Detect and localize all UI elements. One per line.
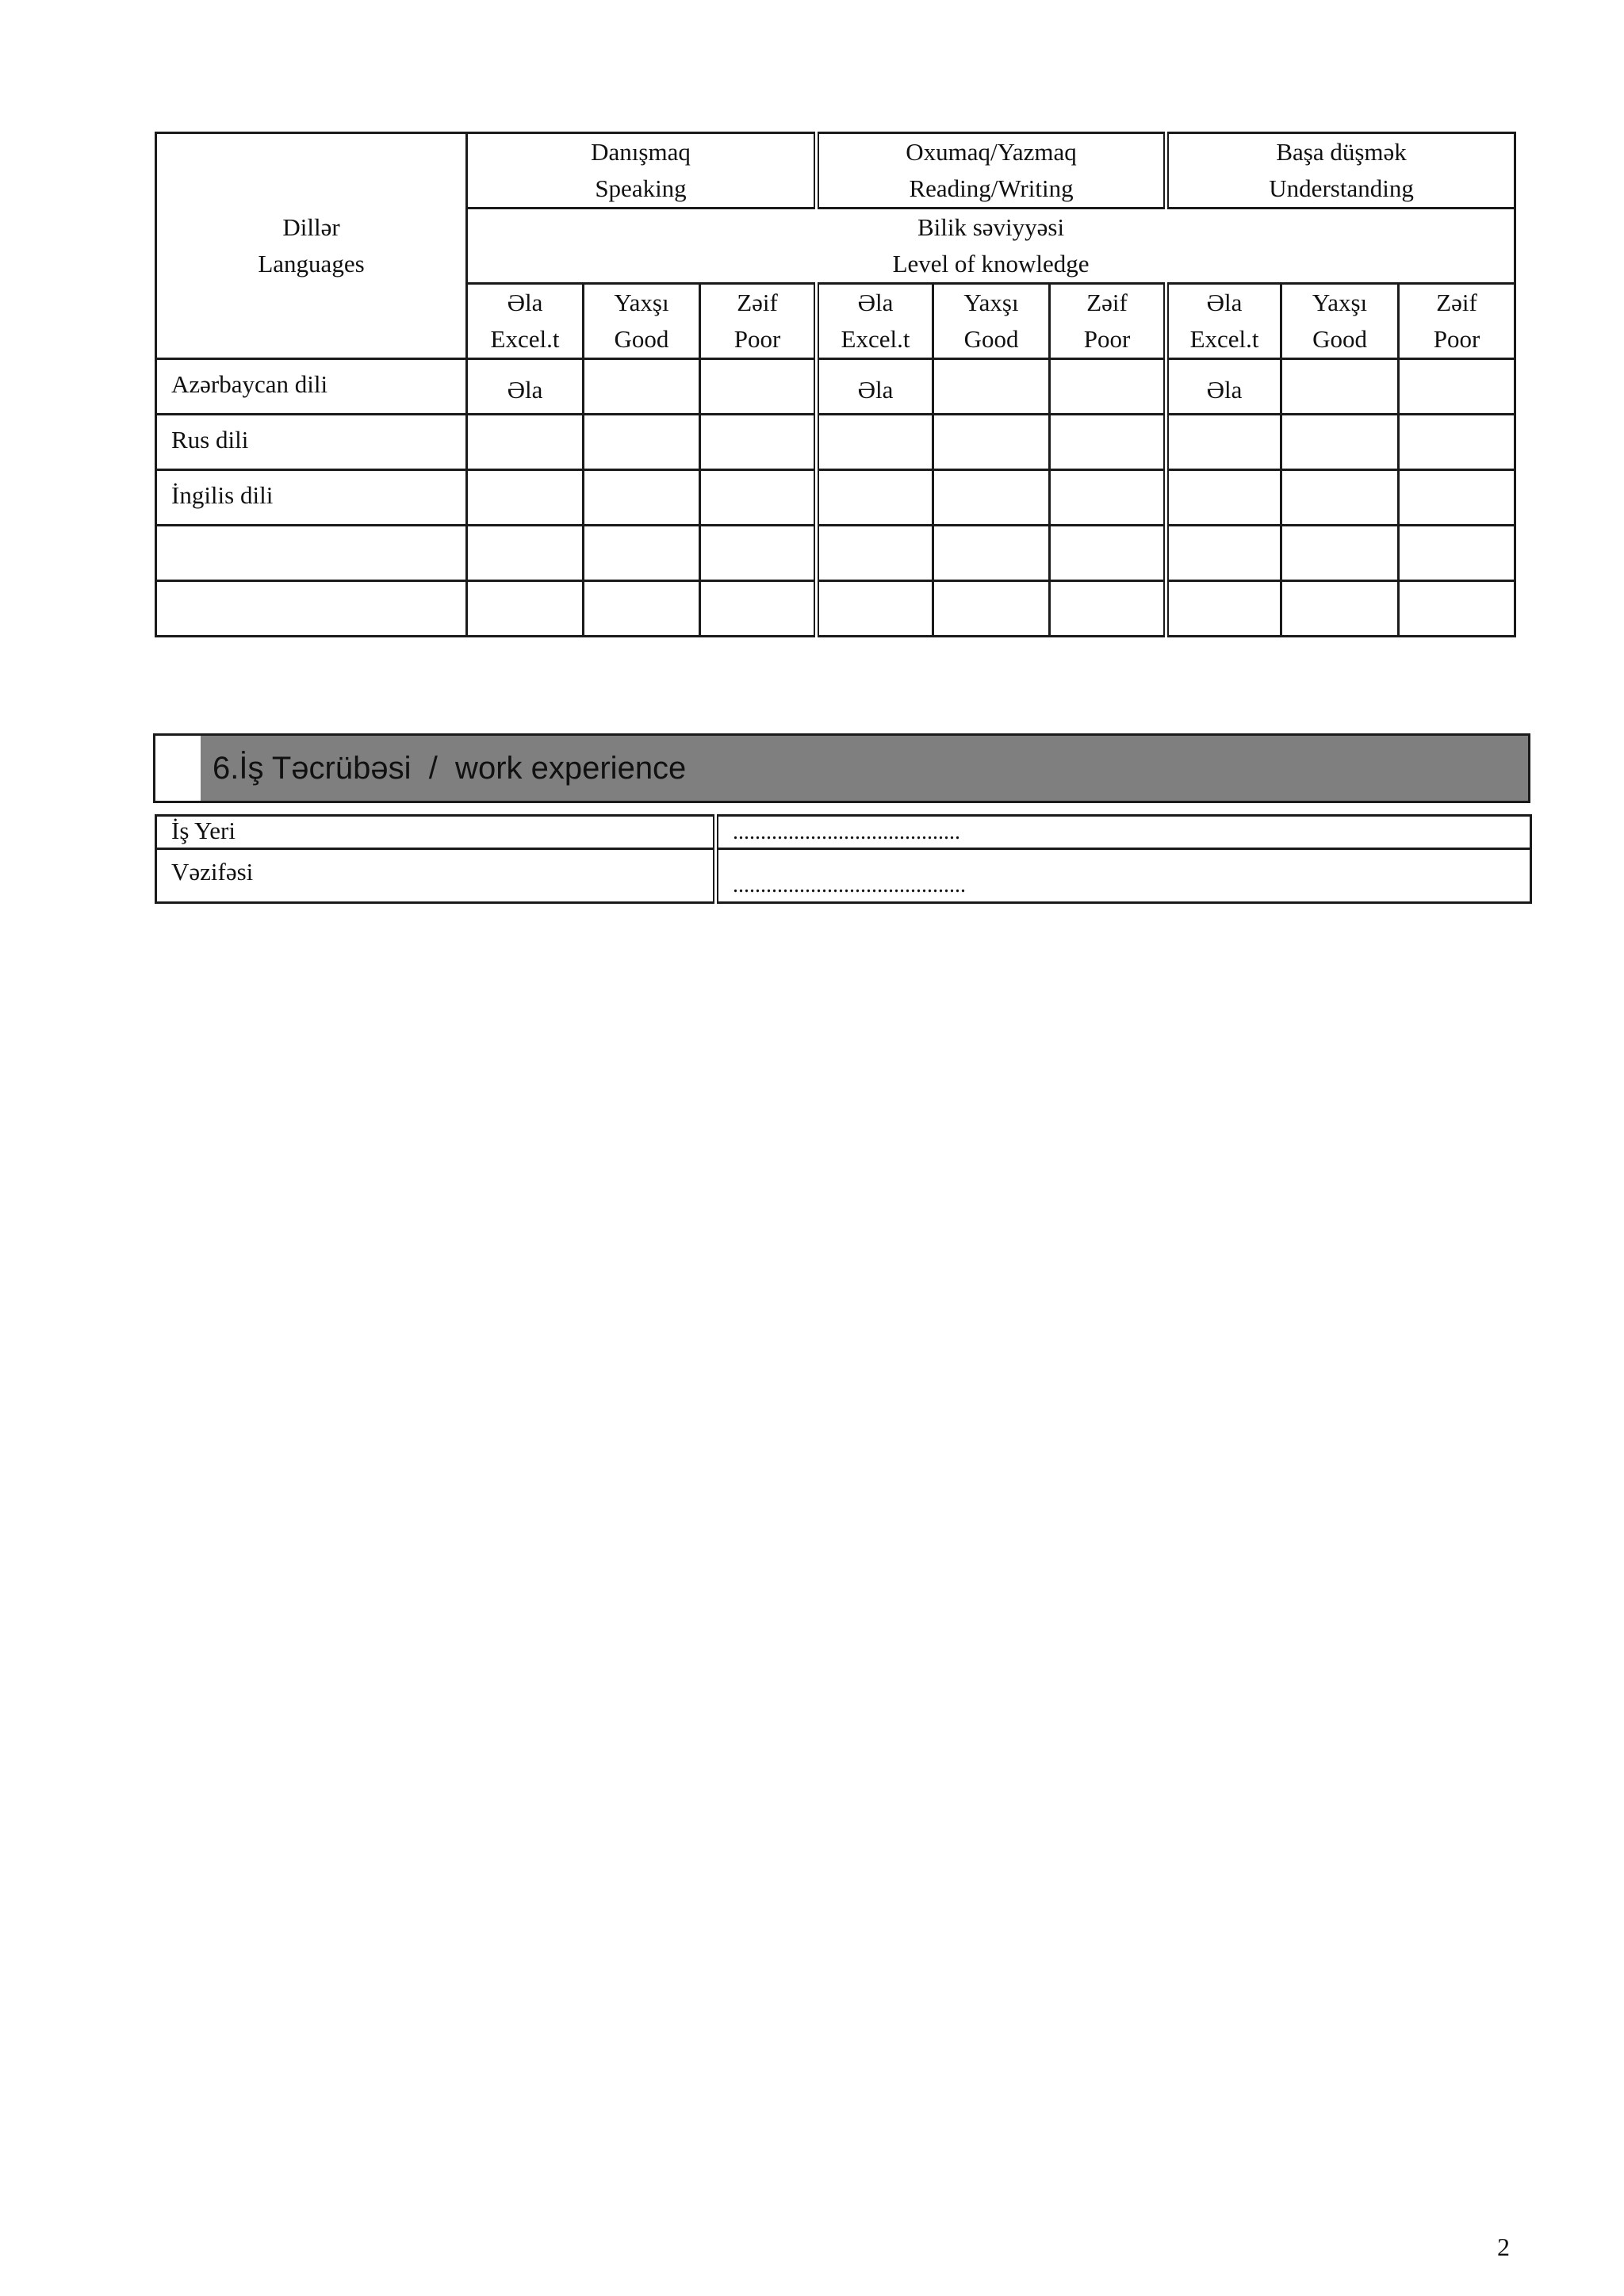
level-good-speaking: Yaxşı Good xyxy=(584,284,700,359)
level-cell[interactable] xyxy=(1281,415,1399,470)
level-cell[interactable] xyxy=(700,470,817,526)
languages-header-az: Dillər xyxy=(282,213,340,241)
speaking-header xyxy=(467,133,817,209)
level-good-reading: Yaxşı Good xyxy=(933,284,1050,359)
workplace-label: İş Yeri xyxy=(156,816,716,849)
level-poor-reading: Zəif Poor xyxy=(1050,284,1166,359)
level-excellent-reading: Əla Excel.t xyxy=(817,284,933,359)
position-label: Vəzifəsi xyxy=(156,849,716,903)
level-good-understanding: Yaxşı Good xyxy=(1281,284,1399,359)
level-cell[interactable] xyxy=(1399,470,1515,526)
position-value[interactable]: .......................................... xyxy=(716,849,1531,903)
workplace-value[interactable]: ......................................... xyxy=(716,816,1531,849)
reading-writing-header-en: Reading/Writing xyxy=(909,174,1074,202)
level-cell[interactable] xyxy=(1050,415,1166,470)
level-cell[interactable] xyxy=(1050,470,1166,526)
level-cell[interactable] xyxy=(1399,581,1515,637)
table-row xyxy=(156,816,1531,849)
level-cell[interactable] xyxy=(817,526,933,581)
level-cell[interactable] xyxy=(1050,526,1166,581)
level-excellent-understanding: Əla Excel.t xyxy=(1166,284,1281,359)
level-cell[interactable] xyxy=(700,581,817,637)
level-cell[interactable] xyxy=(467,415,584,470)
languages-body xyxy=(156,359,1515,637)
language-name: Rus dili xyxy=(156,415,467,470)
level-header-az: Bilik səviyyəsi xyxy=(917,213,1065,241)
level-cell[interactable] xyxy=(467,581,584,637)
understanding-header-en: Understanding xyxy=(1269,174,1414,202)
table-row xyxy=(156,581,1515,637)
table-row xyxy=(156,526,1515,581)
level-cell[interactable] xyxy=(817,581,933,637)
speaking-header-az: Danışmaq xyxy=(591,138,691,166)
language-name xyxy=(156,581,467,637)
table-row xyxy=(156,359,1515,415)
level-cell[interactable] xyxy=(1050,359,1166,415)
level-cell[interactable] xyxy=(1050,581,1166,637)
level-cell[interactable]: Əla xyxy=(817,359,933,415)
level-cell[interactable] xyxy=(1399,526,1515,581)
level-cell[interactable] xyxy=(817,415,933,470)
level-cell[interactable] xyxy=(584,581,700,637)
level-cell[interactable] xyxy=(584,415,700,470)
speaking-header-en: Speaking xyxy=(595,174,687,202)
level-cell[interactable]: Əla xyxy=(1166,359,1281,415)
reading-writing-header xyxy=(817,133,1166,209)
level-of-knowledge-header xyxy=(467,209,1515,284)
level-cell[interactable] xyxy=(1166,581,1281,637)
language-name xyxy=(156,526,467,581)
table-row xyxy=(156,470,1515,526)
level-cell[interactable] xyxy=(584,470,700,526)
languages-header-en: Languages xyxy=(258,250,365,277)
work-experience-section-header xyxy=(153,733,1530,803)
level-cell[interactable] xyxy=(700,415,817,470)
level-cell[interactable] xyxy=(1281,470,1399,526)
level-cell[interactable] xyxy=(1399,359,1515,415)
level-poor-understanding: Zəif Poor xyxy=(1399,284,1515,359)
languages-table xyxy=(155,132,1516,637)
level-cell[interactable] xyxy=(1166,526,1281,581)
level-cell[interactable] xyxy=(467,470,584,526)
level-cell[interactable] xyxy=(933,581,1050,637)
level-cell[interactable] xyxy=(467,526,584,581)
level-cell[interactable] xyxy=(933,415,1050,470)
level-cell[interactable] xyxy=(1281,359,1399,415)
level-cell[interactable] xyxy=(1399,415,1515,470)
level-cell[interactable] xyxy=(700,359,817,415)
work-experience-table xyxy=(155,814,1532,904)
level-cell[interactable] xyxy=(700,526,817,581)
level-cell[interactable] xyxy=(933,526,1050,581)
level-cell[interactable]: Əla xyxy=(467,359,584,415)
language-name: Azərbaycan dili xyxy=(156,359,467,415)
languages-header xyxy=(156,133,467,359)
page-number: 2 xyxy=(1497,2233,1510,2261)
table-row xyxy=(156,849,1531,903)
understanding-header-az: Başa düşmək xyxy=(1276,138,1407,166)
level-cell[interactable] xyxy=(933,470,1050,526)
level-cell[interactable] xyxy=(1281,581,1399,637)
section-title: 6.İş Təcrübəsi / work experience xyxy=(213,751,687,786)
understanding-header xyxy=(1166,133,1515,209)
level-poor-speaking: Zəif Poor xyxy=(700,284,817,359)
level-cell[interactable] xyxy=(1166,470,1281,526)
level-cell[interactable] xyxy=(584,526,700,581)
level-cell[interactable] xyxy=(1166,415,1281,470)
table-row xyxy=(156,415,1515,470)
level-cell[interactable] xyxy=(1281,526,1399,581)
level-cell[interactable] xyxy=(584,359,700,415)
reading-writing-header-az: Oxumaq/Yazmaq xyxy=(906,138,1077,166)
level-header-en: Level of knowledge xyxy=(892,250,1090,277)
level-excellent-speaking: Əla Excel.t xyxy=(467,284,584,359)
level-cell[interactable] xyxy=(933,359,1050,415)
level-cell[interactable] xyxy=(817,470,933,526)
language-name: İngilis dili xyxy=(156,470,467,526)
